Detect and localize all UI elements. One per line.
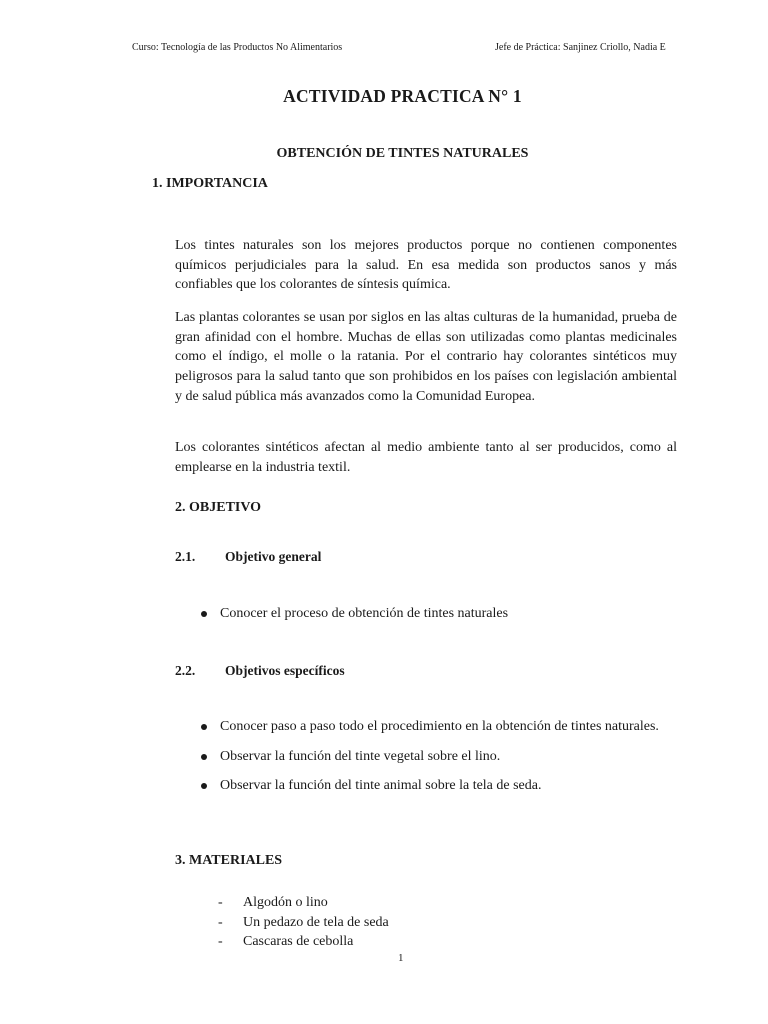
section-heading-materiales: 3. MATERIALES: [175, 853, 283, 868]
list-item: - Cascaras de cebolla: [218, 932, 389, 952]
list-item: Observar la función del tinte vegetal sobre el lino.: [200, 747, 677, 767]
subsection-heading-objetivos-especificos: [175, 663, 345, 679]
page-number: 1: [398, 952, 404, 964]
header-instructor: Jefe de Práctica: Sanjinez Criollo, Nadia E: [495, 42, 666, 53]
bullet-icon: [201, 783, 207, 789]
paragraph-importancia-2: Las plantas colorantes se usan por siglos en las altas culturas de la humanidad, prueba de gran afinidad con el hombre. Muchas de ellas son utilizadas como plantas medicinales como el índigo, el molle o la ratania. Por el contrario hay colorantes sintéticos muy peligrosos para la salud tanto que son prohibidos en los países con legislación ambiental y de salud pública más avanzados como la Comunidad Europea.: [175, 310, 677, 404]
header-course: Curso: Tecnología de las Productos No Alimentarios: [132, 42, 343, 53]
section-heading-objetivo: 2. OBJETIVO: [175, 500, 262, 515]
subsection-label: Objetivo general: [225, 549, 322, 564]
list-objetivos-especificos: [200, 717, 677, 796]
subsection-number: 2.2.: [175, 663, 196, 678]
subsection-label: Objetivos específicos: [225, 663, 345, 678]
document-subtitle: OBTENCIÓN DE TINTES NATURALES: [276, 146, 529, 161]
dash-marker: -: [218, 895, 223, 910]
list-item: Conocer paso a paso todo el procedimiento en la obtención de tintes naturales.: [200, 717, 677, 737]
dash-marker: -: [218, 914, 223, 930]
bullet-icon: [201, 754, 207, 760]
list-item: - Algodón o lino: [218, 893, 389, 913]
list-item: Conocer el proceso de obtención de tintes naturales: [200, 604, 677, 624]
bullet-icon: [201, 724, 207, 730]
bullet-icon: [201, 611, 207, 617]
paragraph-importancia-1: Los tintes naturales son los mejores productos porque no contienen componentes químicos perjudiciales para la salud. En esa medida son productos sanos y más confiables que los colorantes de síntesis química.: [175, 238, 677, 293]
dash-marker: -: [218, 934, 223, 950]
section-heading-importancia: 1. IMPORTANCIA: [152, 176, 268, 191]
subsection-heading-objetivo-general: [175, 549, 321, 565]
list-objetivo-general: [200, 604, 677, 624]
list-materiales: [218, 893, 389, 952]
subsection-number: 2.1.: [175, 549, 196, 564]
paragraph-importancia-3: Los colorantes sintéticos afectan al medio ambiente tanto al ser producidos, como al emplearse en la industria textil.: [175, 440, 677, 475]
list-item: Observar la función del tinte animal sobre la tela de seda.: [200, 776, 677, 796]
list-item: - Un pedazo de tela de seda: [218, 913, 389, 933]
document-title: ACTIVIDAD PRACTICA N° 1: [283, 86, 522, 106]
